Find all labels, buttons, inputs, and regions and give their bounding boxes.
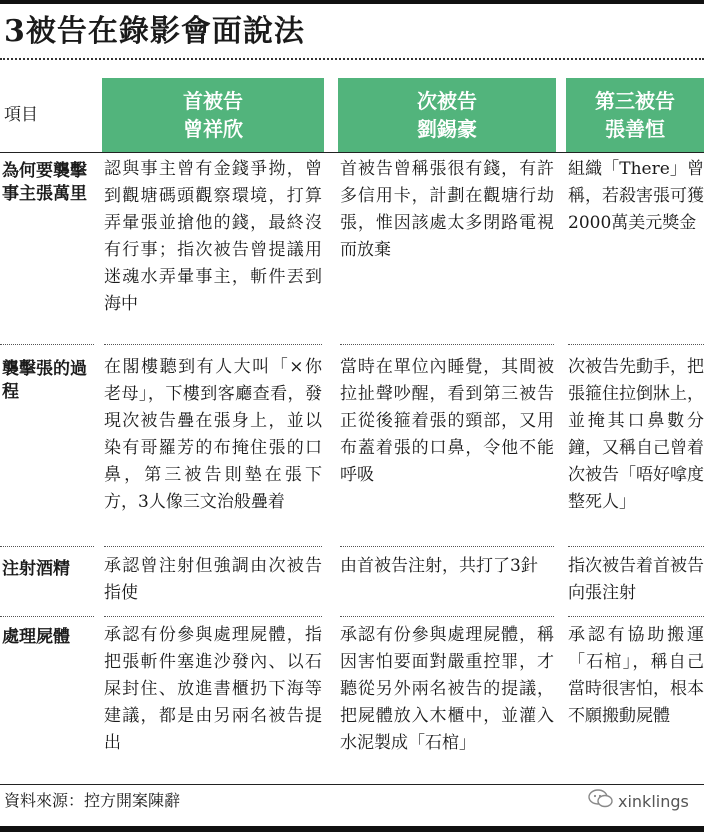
row-divider-dotted	[568, 616, 704, 617]
row-injection-defendant-1: 承認曾注射但強調由次被告指使	[104, 556, 322, 603]
watermark	[588, 788, 689, 814]
row-divider-dotted	[568, 344, 704, 345]
row-attack-defendant-3: 次被告先動手，把張箍住拉倒牀上，並掩其口鼻數分鐘，又稱自己曾着次被告「唔好嗱度整死人」	[568, 357, 704, 512]
watermark-text: xinklings	[618, 791, 689, 811]
header-defendant-1	[102, 78, 324, 152]
row-category-motive: 為何要襲擊事主張萬里	[2, 161, 87, 204]
header-defendant-3	[566, 78, 704, 152]
row-divider-dotted	[340, 344, 554, 345]
header-defendant-3-role: 第三被告	[595, 89, 675, 113]
source-note: 資料來源：控方開案陳辭	[4, 791, 181, 810]
header-defendant-3-name: 張善恒	[605, 117, 665, 141]
row-motive-defendant-1: 認與事主曾有金錢爭拗，曾到觀塘碼頭觀察環境，打算弄暈張並搶他的錢，最終沒有行事；指次被告曾提議用迷魂水弄暈事主，斬件丟到海中	[104, 159, 322, 314]
row-divider-dotted	[104, 344, 322, 345]
row-divider-dotted	[340, 546, 554, 547]
row-attack-defendant-2: 當時在單位內睡覺，其間被拉扯聲吵醒，看到第三被告正從後箍着張的頸部，又用布蓋着張的口鼻，令他不能呼吸	[340, 357, 554, 485]
title-divider	[0, 58, 704, 60]
row-divider-dotted	[568, 546, 704, 547]
header-defendant-1-role: 首被告	[183, 89, 243, 113]
row-divider	[0, 152, 704, 153]
header-defendant-2	[338, 78, 556, 152]
row-divider-dotted	[0, 344, 94, 345]
row-divider-dotted	[0, 546, 94, 547]
row-attack-defendant-1: 在閣樓聽到有人大叫「×你老母」，下樓到客廳查看，發現次被告疊在張身上，並以染有哥羅芳的布掩住張的口鼻，第三被告則墊在張下方，3人像三文治般疊着	[104, 357, 322, 512]
row-injection-defendant-3: 指次被告着首被告向張注射	[568, 556, 704, 603]
row-divider-dotted	[340, 616, 554, 617]
row-body-defendant-2: 承認有份參與處理屍體，稱因害怕要面對嚴重控罪，才聽從另外兩名被告的提議，把屍體放入木櫃中，並灌入水泥製成「石棺」	[340, 625, 554, 753]
row-category-injection: 注射酒精	[2, 559, 70, 579]
row-body-defendant-1: 承認有份參與處理屍體，指把張斬件塞進沙發內、以石屎封住、放進書櫃扔下海等建議，都是由另兩名被告提出	[104, 625, 322, 753]
row-category-body: 處理屍體	[2, 627, 70, 647]
row-injection-defendant-2: 由首被告注射，共打了3針	[340, 556, 538, 576]
row-category-attack: 襲擊張的過程	[2, 359, 87, 402]
bottom-bar	[0, 826, 704, 832]
row-motive-defendant-3: 組織「There」曾稱，若殺害張可獲2000萬美元獎金	[568, 159, 704, 233]
wechat-bubble-icon	[588, 788, 614, 814]
row-divider-dotted	[0, 616, 94, 617]
footer-divider	[0, 784, 704, 785]
header-defendant-1-name: 曾祥欣	[183, 117, 243, 141]
row-divider-dotted	[104, 546, 322, 547]
row-body-defendant-3: 承認有協助搬運「石棺」，稱自己當時很害怕，根本不願搬動屍體	[568, 625, 704, 726]
page-title: 3被告在錄影會面說法	[4, 14, 305, 49]
row-divider-dotted	[104, 616, 322, 617]
header-defendant-2-name: 劉錫豪	[417, 117, 477, 141]
header-defendant-2-role: 次被告	[417, 89, 477, 113]
top-bar	[0, 0, 704, 4]
row-motive-defendant-2: 首被告曾稱張很有錢，有許多信用卡，計劃在觀塘行劫張，惟因該處太多閉路電視而放棄	[340, 159, 554, 260]
item-column-label: 項目	[4, 105, 38, 125]
